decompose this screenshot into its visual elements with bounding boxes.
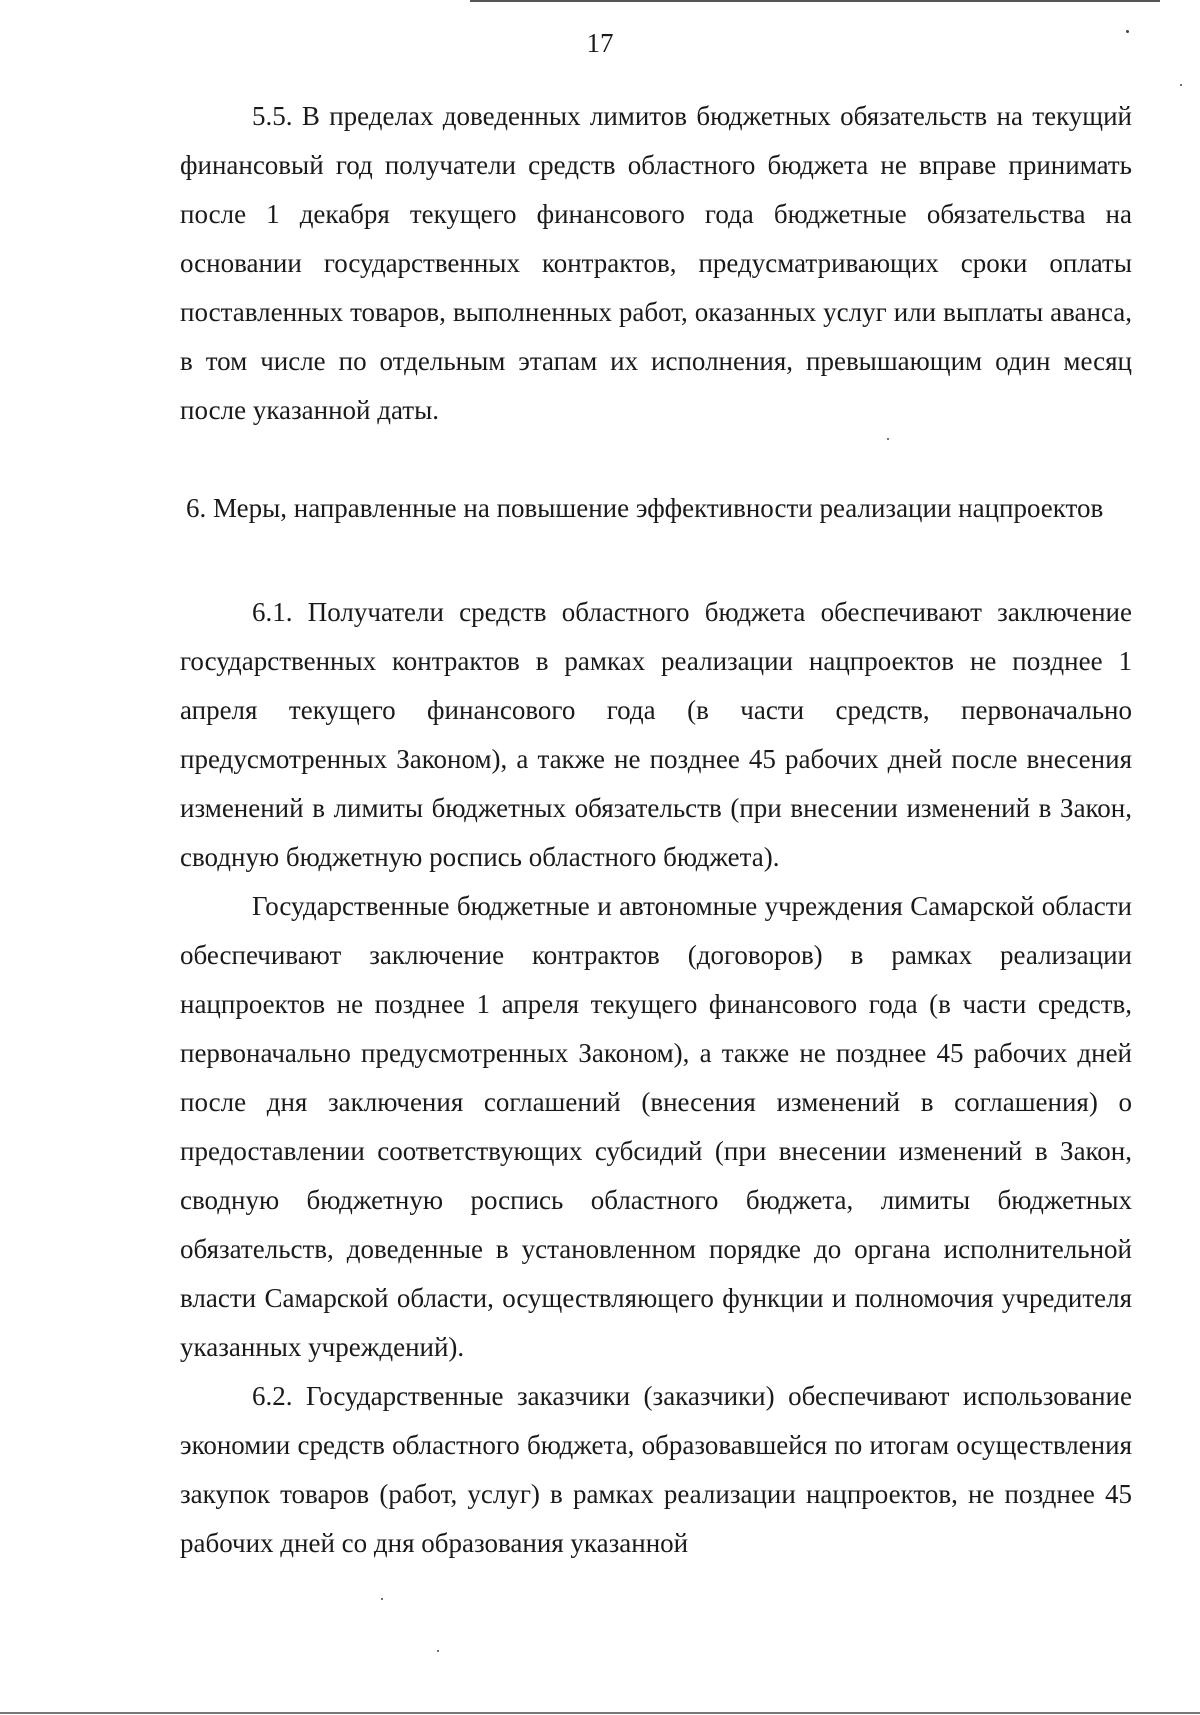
paragraph-6-2: 6.2. Государственные заказчики (заказчики) обеспечивают использование экономии средств областного бюджета, образовавшейся по итогам осуществления закупок товаров (работ, услуг) в рамках реализации нацпроектов, не позднее 45 рабочих дней со дня образования указанной [180,1381,1132,1558]
section-6-text [180,588,1132,1568]
scan-speck [437,1650,439,1652]
scan-speck [1180,84,1182,86]
section-6-heading: 6. Меры, направленные на повышение эффективности реализации нацпроектов [186,493,1104,523]
scan-speck [381,1598,383,1600]
page-number: 17 [586,28,614,58]
paragraph-6-1: 6.1. Получатели средств областного бюджета обеспечивают заключение государственных контрактов в рамках реализации нацпроектов не позднее 1 апреля текущего финансового года (в части средств, первоначально предусмотренных Законом), а также не позднее 45 рабочих дней после внесения изменений в лимиты бюджетных обязательств (при внесении изменений в Закон, сводную бюджетную роспись областного бюджета). [180,597,1132,872]
paragraph-5-5: 5.5. В пределах доведенных лимитов бюджетных обязательств на текущий финансовый год получатели средств областного бюджета не вправе принимать после 1 декабря текущего финансового года бюджетные обязательства на основании государственных контрактов, предусматривающих сроки оплаты поставленных товаров, выполненных работ, оказанных услуг или выплаты аванса, в том числе по отдельным этапам их исполнения, превышающим один месяц после указанной даты. [180,101,1132,425]
scan-edge-bottom [0,1712,1200,1714]
scan-speck [887,438,889,440]
paragraph-6-1-institutions: Государственные бюджетные и автономные учреждения Самарской области обеспечивают заключение контрактов (договоров) в рамках реализации нацпроектов не позднее 1 апреля текущего финансового года (в части средств, первоначально предусмотренных Законом), а также не позднее 45 рабочих дней после дня заключения соглашений (внесения изменений в соглашения) о предоставлении соответствующих субсидий (при внесении изменений в Закон, сводную бюджетную роспись областного бюджета, лимиты бюджетных обязательств, доведенные в установленном порядке до органа исполнительной власти Самарской области, осуществляющего функции и полномочия учредителя указанных учреждений). [180,891,1132,1362]
scan-speck [1126,30,1129,33]
scan-edge-top [470,0,1160,2]
section-5-text [180,92,1132,435]
